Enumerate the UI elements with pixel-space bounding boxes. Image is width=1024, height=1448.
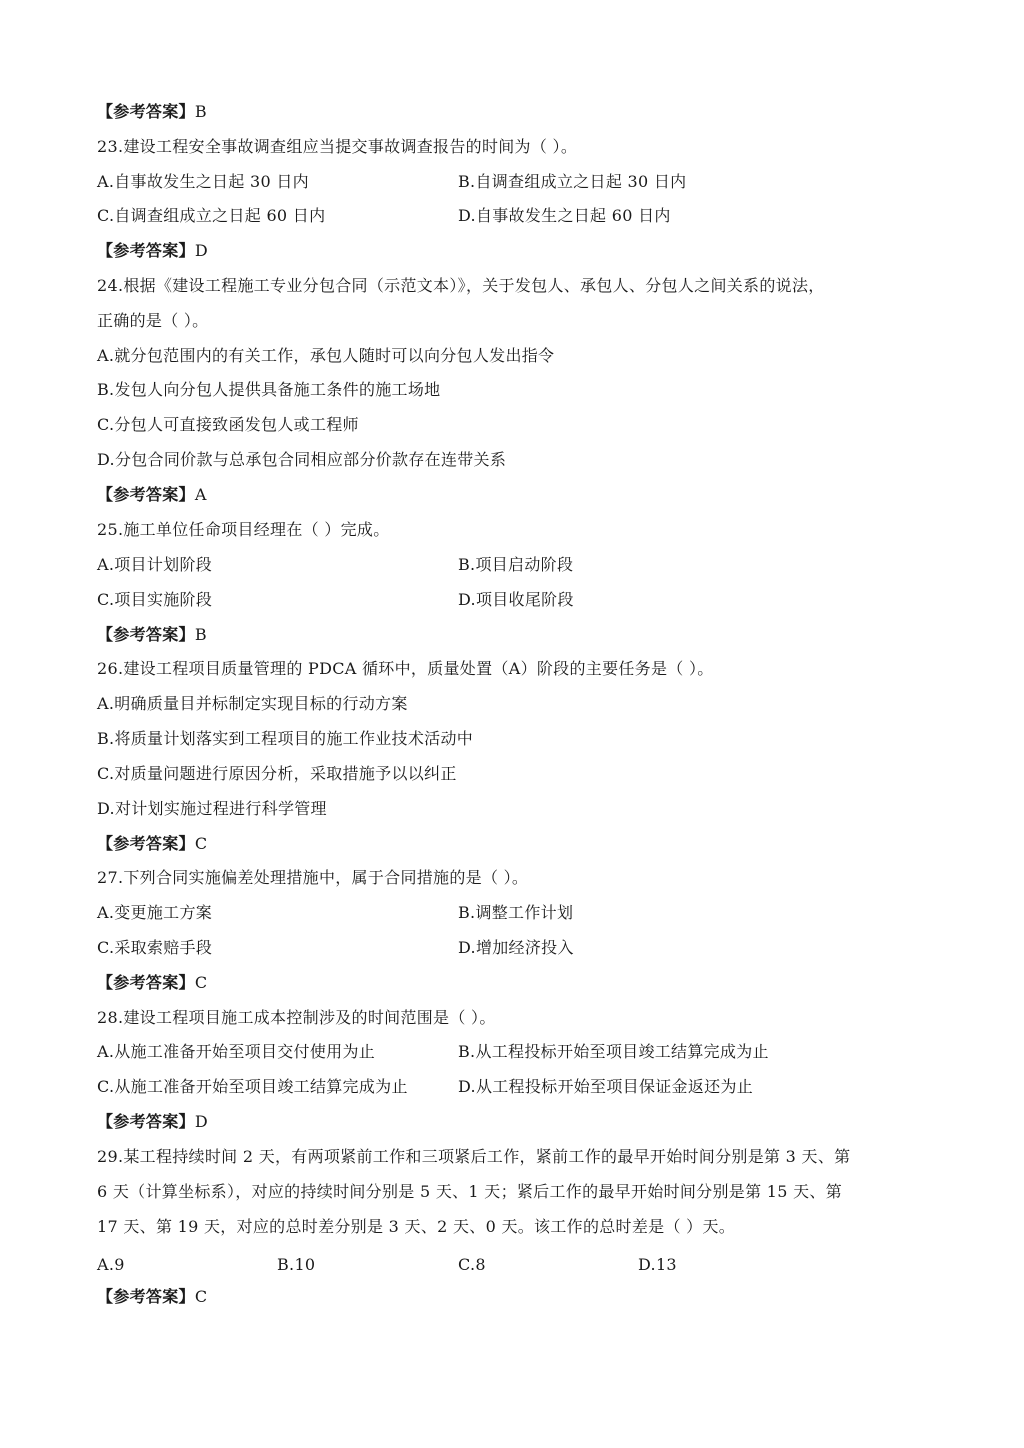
question-24-stem-cont: 正确的是（ ）。 <box>97 311 209 330</box>
question-29-option-a: A.9 <box>97 1255 125 1274</box>
question-25-stem: 25.施工单位任命项目经理在（ ）完成。 <box>97 520 390 539</box>
answer-label: 【参考答案】 <box>97 834 195 853</box>
question-25-option-d: D.项目收尾阶段 <box>458 590 574 609</box>
question-23-option-c: C.自调查组成立之日起 60 日内 <box>97 206 326 225</box>
question-29-option-c: C.8 <box>458 1255 486 1274</box>
question-26-option-a: A.明确质量目并标制定实现目标的行动方案 <box>97 694 408 713</box>
question-29-stem: 29.某工程持续时间 2 天，有两项紧前工作和三项紧后工作，紧前工作的最早开始时间分别是第 3 天、第 <box>97 1147 851 1166</box>
question-23-option-b: B.自调查组成立之日起 30 日内 <box>458 172 687 191</box>
answer-line <box>97 1287 207 1307</box>
question-26-stem: 26.建设工程项目质量管理的 PDCA 循环中，质量处置（A）阶段的主要任务是（ ）。 <box>97 659 714 678</box>
question-27-option-a: A.变更施工方案 <box>97 903 213 922</box>
question-27-option-d: D.增加经济投入 <box>458 938 574 957</box>
question-29-option-b: B.10 <box>277 1255 316 1274</box>
answer-label: 【参考答案】 <box>97 1287 195 1306</box>
question-27-option-c: C.采取索赔手段 <box>97 938 213 957</box>
question-28-option-a: A.从施工准备开始至项目交付使用为止 <box>97 1042 376 1061</box>
answer-line <box>97 625 207 645</box>
question-28-option-c: C.从施工准备开始至项目竣工结算完成为止 <box>97 1077 408 1096</box>
answer-line <box>97 1112 208 1132</box>
answer-line <box>97 241 208 261</box>
question-24-stem: 24.根据《建设工程施工专业分包合同（示范文本）》，关于发包人、承包人、分包人之间关系的说法， <box>97 276 825 295</box>
answer-label: 【参考答案】 <box>97 485 195 504</box>
question-27-option-b: B.调整工作计划 <box>458 903 574 922</box>
question-24-option-c: C.分包人可直接致函发包人或工程师 <box>97 415 359 434</box>
answer-label: 【参考答案】 <box>97 241 195 260</box>
question-24-option-b: B.发包人向分包人提供具备施工条件的施工场地 <box>97 380 441 399</box>
question-29-stem-cont-1: 6 天（计算坐标系），对应的持续时间分别是 5 天、1 天；紧后工作的最早开始时间分别是第 15 天、第 <box>97 1182 843 1201</box>
question-23-option-a: A.自事故发生之日起 30 日内 <box>97 172 309 191</box>
answer-value: B <box>194 625 207 644</box>
answer-value: D <box>194 241 208 260</box>
question-26-option-c: C.对质量问题进行原因分析，采取措施予以以纠正 <box>97 764 457 783</box>
answer-value: C <box>194 834 208 853</box>
answer-value: A <box>194 485 207 504</box>
question-23-stem: 23.建设工程安全事故调查组应当提交事故调查报告的时间为（ ）。 <box>97 137 578 156</box>
answer-label: 【参考答案】 <box>97 973 195 992</box>
answer-line <box>97 102 207 122</box>
question-23-option-d: D.自事故发生之日起 60 日内 <box>458 206 671 225</box>
answer-value: D <box>194 1112 208 1131</box>
question-25-option-a: A.项目计划阶段 <box>97 555 213 574</box>
answer-value: C <box>194 1287 208 1306</box>
answer-line <box>97 973 207 993</box>
question-29-stem-cont-2: 17 天、第 19 天，对应的总时差分别是 3 天、2 天、0 天。该工作的总时差是（ ）天。 <box>97 1217 736 1236</box>
question-24-option-a: A.就分包范围内的有关工作，承包人随时可以向分包人发出指令 <box>97 346 555 365</box>
question-27-stem: 27.下列合同实施偏差处理措施中，属于合同措施的是（ ）。 <box>97 868 529 887</box>
question-28-stem: 28.建设工程项目施工成本控制涉及的时间范围是（ ）。 <box>97 1008 496 1027</box>
question-25-option-b: B.项目启动阶段 <box>458 555 574 574</box>
answer-line <box>97 485 207 505</box>
question-26-option-d: D.对计划实施过程进行科学管理 <box>97 799 327 818</box>
question-26-option-b: B.将质量计划落实到工程项目的施工作业技术活动中 <box>97 729 474 748</box>
answer-label: 【参考答案】 <box>97 625 195 644</box>
answer-label: 【参考答案】 <box>97 1112 195 1131</box>
question-24-option-d: D.分包合同价款与总承包合同相应部分价款存在连带关系 <box>97 450 507 469</box>
question-28-option-b: B.从工程投标开始至项目竣工结算完成为止 <box>458 1042 769 1061</box>
question-28-option-d: D.从工程投标开始至项目保证金返还为止 <box>458 1077 754 1096</box>
answer-value: B <box>194 102 207 121</box>
answer-line <box>97 834 207 854</box>
answer-value: C <box>194 973 208 992</box>
question-29-option-d: D.13 <box>638 1255 677 1274</box>
answer-label: 【参考答案】 <box>97 102 195 121</box>
question-25-option-c: C.项目实施阶段 <box>97 590 213 609</box>
